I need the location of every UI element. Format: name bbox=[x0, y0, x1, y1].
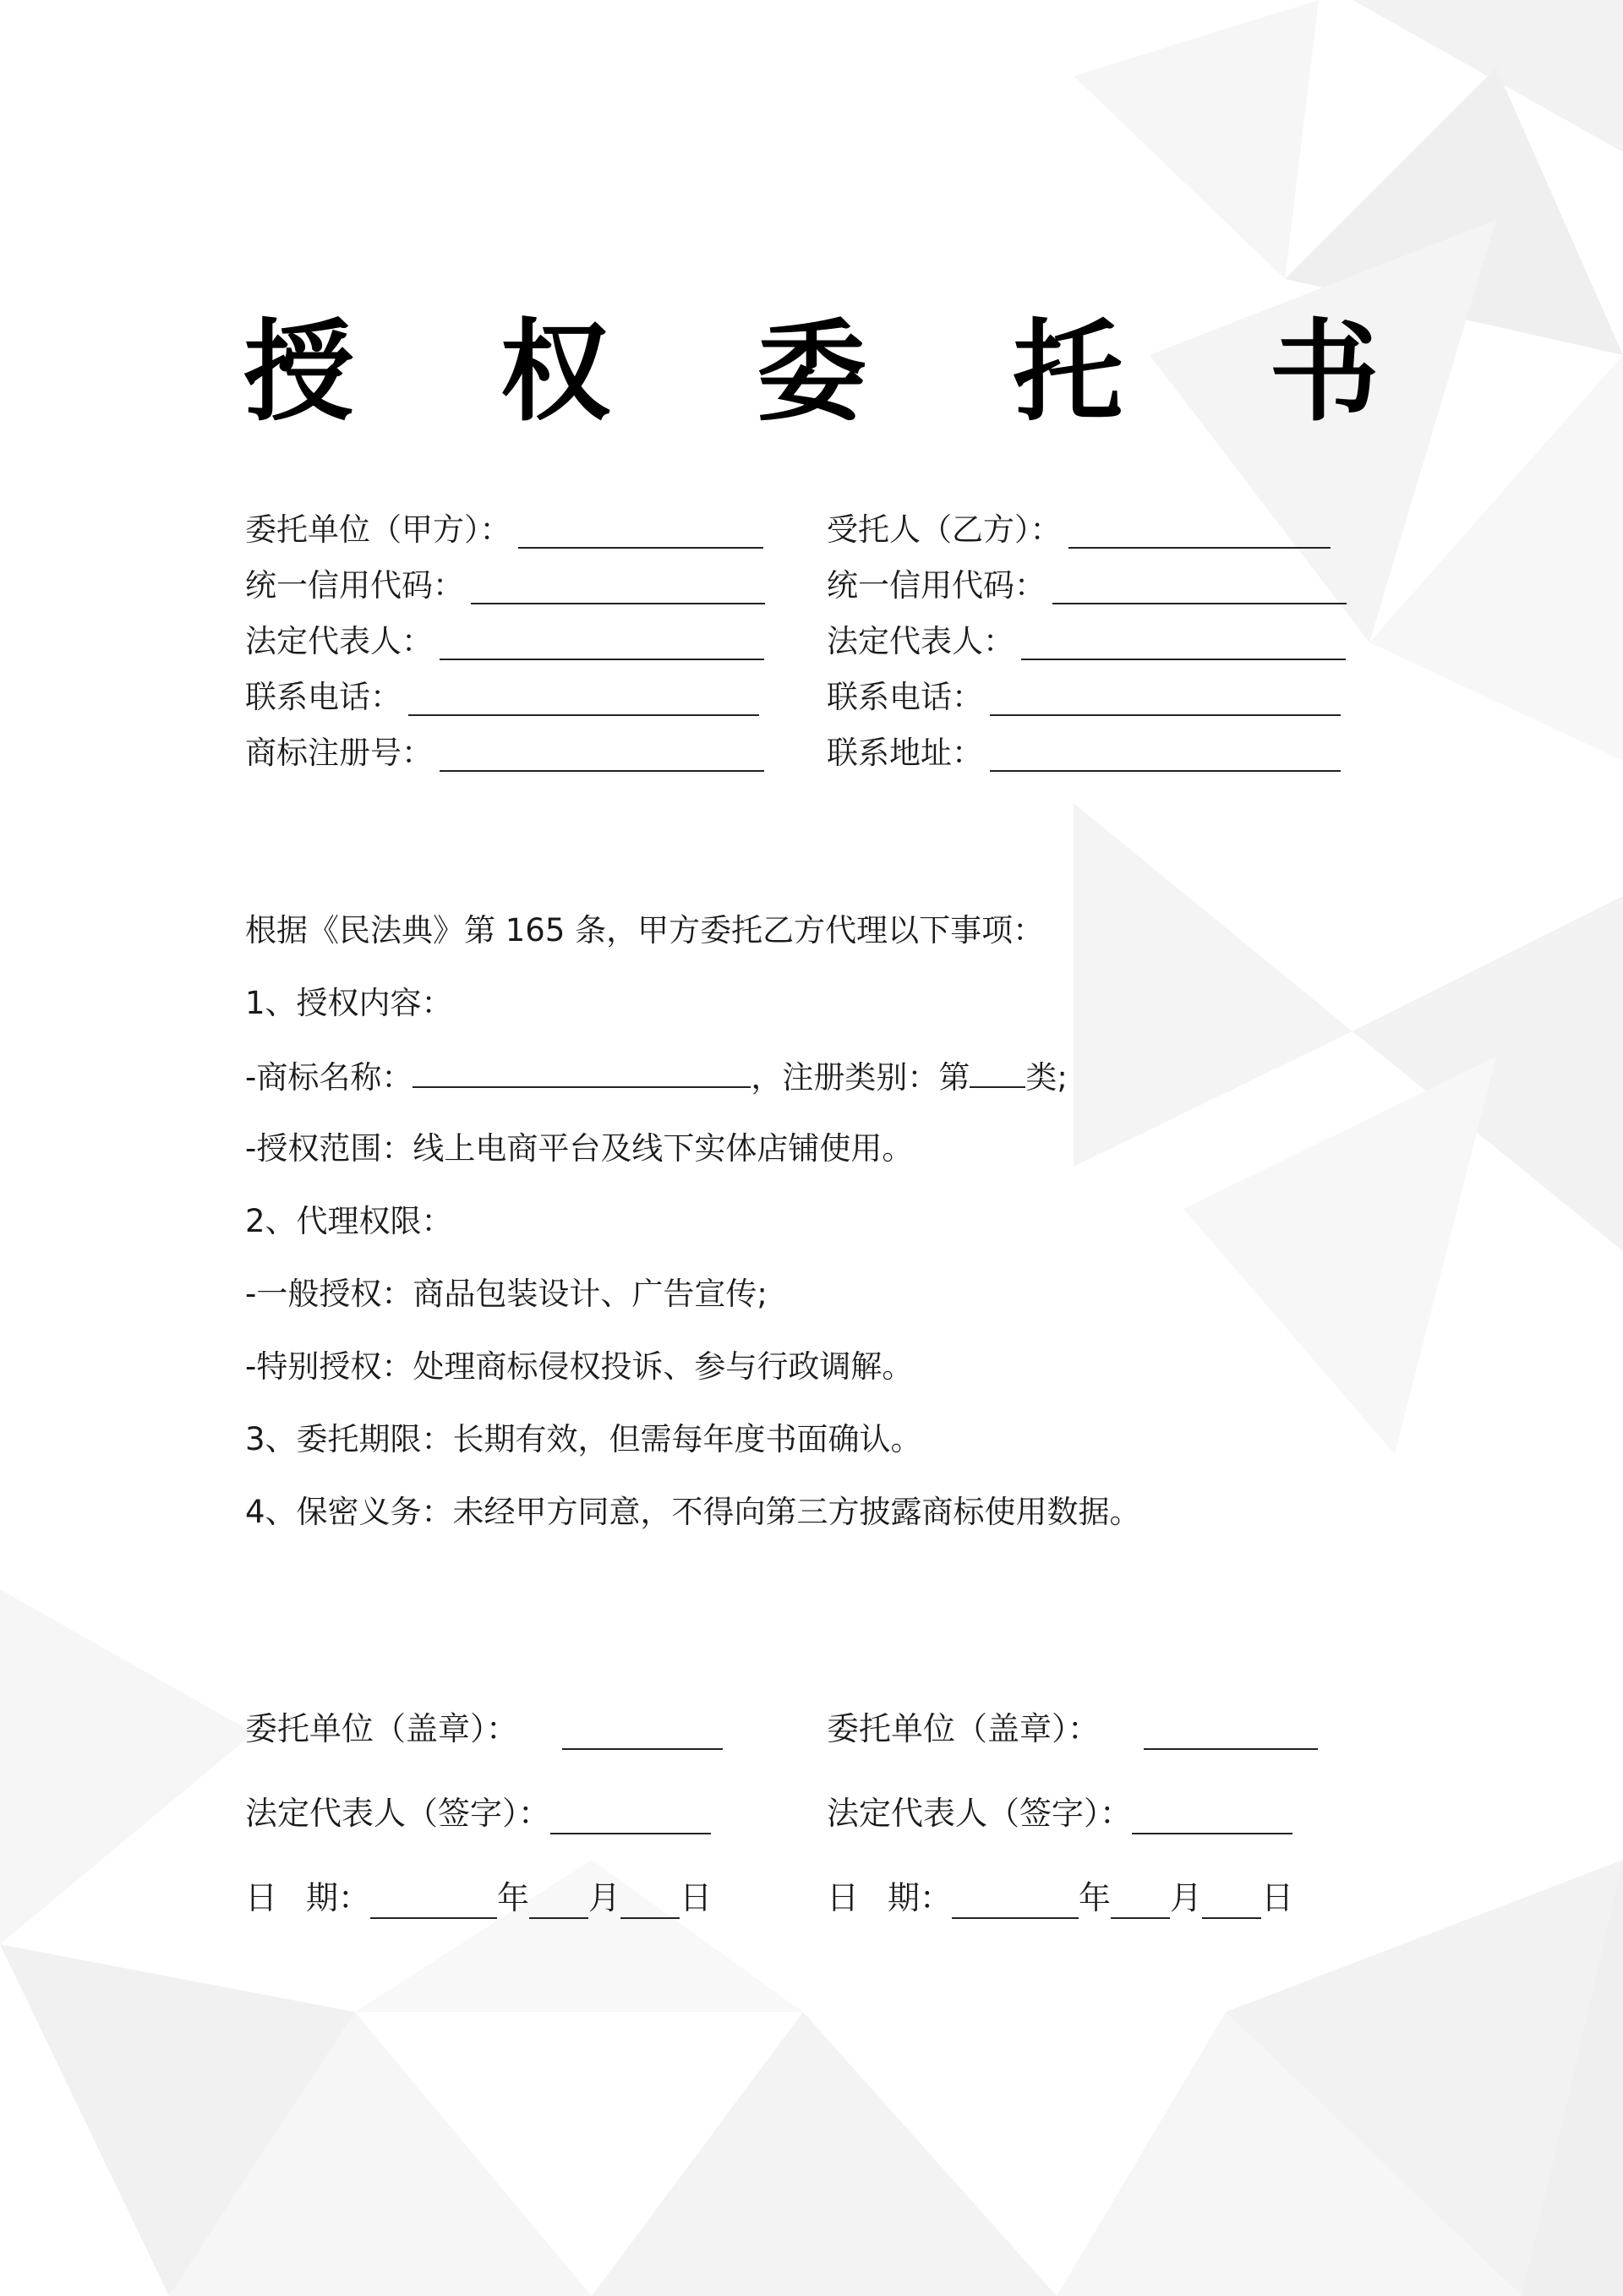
party-a-rep-blank[interactable] bbox=[440, 628, 764, 660]
left-day-blank[interactable] bbox=[620, 1883, 680, 1919]
right-year-blank[interactable] bbox=[952, 1883, 1079, 1919]
item-4-confidentiality: 4、保密义务：未经甲方同意，不得向第三方披露商标使用数据。 bbox=[245, 1494, 1141, 1530]
trademark-class-blank[interactable] bbox=[970, 1054, 1025, 1088]
party-b-credit-blank[interactable] bbox=[1052, 572, 1347, 604]
party-a-trademark-blank[interactable] bbox=[440, 740, 764, 772]
party-b-phone-row bbox=[827, 679, 1418, 716]
item-1a-prefix: -商标名称： bbox=[245, 1059, 413, 1096]
left-seal-blank[interactable] bbox=[562, 1714, 723, 1750]
left-year-blank[interactable] bbox=[370, 1883, 497, 1919]
right-month-label: 月 bbox=[1170, 1879, 1203, 1916]
party-b-credit-row bbox=[827, 567, 1418, 604]
item-2b-special: -特别授权：处理商标侵权投诉、参与行政调解。 bbox=[245, 1348, 914, 1385]
right-sign-label: 法定代表人（签字）： bbox=[827, 1795, 1133, 1832]
left-day-label: 日 bbox=[680, 1879, 713, 1916]
item-2-heading: 2、代理权限： bbox=[245, 1203, 453, 1239]
right-date-label-1: 日 bbox=[827, 1879, 860, 1916]
intro-paragraph: 根据《民法典》第 165 条，甲方委托乙方代理以下事项： bbox=[245, 912, 1045, 948]
party-a-unit-blank[interactable] bbox=[518, 517, 763, 549]
left-date-row bbox=[245, 1877, 827, 1919]
left-sign-row bbox=[245, 1792, 827, 1834]
item-2a-general: -一般授权：商品包装设计、广告宣传; bbox=[245, 1276, 768, 1312]
left-year-label: 年 bbox=[497, 1879, 530, 1916]
left-sign-label: 法定代表人（签字）： bbox=[245, 1795, 551, 1832]
item-1a-trademark-line bbox=[245, 1054, 1412, 1127]
party-b-phone-label: 联系电话： bbox=[827, 679, 983, 715]
party-a-credit-blank[interactable] bbox=[471, 572, 765, 604]
signature-section bbox=[245, 1708, 1418, 1919]
party-a-trademark-label: 商标注册号： bbox=[245, 735, 433, 771]
party-a-rep-row bbox=[245, 623, 827, 660]
right-seal-row bbox=[827, 1708, 1418, 1750]
trademark-name-blank[interactable] bbox=[413, 1054, 751, 1088]
party-b-address-row bbox=[827, 735, 1418, 772]
left-date-label-2: 期： bbox=[306, 1879, 371, 1916]
right-year-label: 年 bbox=[1079, 1879, 1112, 1916]
party-b-phone-blank[interactable] bbox=[990, 684, 1341, 716]
item-3-term: 3、委托期限：长期有效，但需每年度书面确认。 bbox=[245, 1421, 922, 1457]
right-date-label-2: 期： bbox=[888, 1879, 953, 1916]
party-b-rep-blank[interactable] bbox=[1021, 628, 1346, 660]
party-a-phone-row bbox=[245, 679, 827, 716]
party-a-unit-label: 委托单位（甲方）： bbox=[245, 511, 511, 548]
left-seal-row bbox=[245, 1708, 827, 1750]
right-seal-blank[interactable] bbox=[1144, 1714, 1318, 1750]
left-month-blank[interactable] bbox=[529, 1883, 588, 1919]
party-a-phone-blank[interactable] bbox=[408, 684, 759, 716]
right-month-blank[interactable] bbox=[1111, 1883, 1170, 1919]
party-b-agent-blank[interactable] bbox=[1068, 517, 1331, 549]
party-b-credit-label: 统一信用代码： bbox=[827, 567, 1046, 604]
party-a-credit-label: 统一信用代码： bbox=[245, 567, 464, 604]
party-b-rep-label: 法定代表人： bbox=[827, 623, 1014, 659]
party-b-address-blank[interactable] bbox=[990, 740, 1341, 772]
right-sign-row bbox=[827, 1792, 1418, 1834]
right-date-row bbox=[827, 1877, 1418, 1919]
right-day-blank[interactable] bbox=[1202, 1883, 1261, 1919]
item-1b-scope: -授权范围：线上电商平台及线下实体店铺使用。 bbox=[245, 1130, 914, 1167]
party-b-agent-label: 受托人（乙方）： bbox=[827, 511, 1062, 548]
left-month-label: 月 bbox=[588, 1879, 621, 1916]
party-info bbox=[245, 511, 1418, 772]
party-a-unit-row bbox=[245, 511, 827, 549]
party-a-phone-label: 联系电话： bbox=[245, 679, 402, 715]
party-b-address-label: 联系地址： bbox=[827, 735, 983, 771]
left-seal-label: 委托单位（盖章）： bbox=[245, 1710, 519, 1747]
party-b-agent-row bbox=[827, 511, 1418, 549]
party-b-rep-row bbox=[827, 623, 1418, 660]
party-a-credit-row bbox=[245, 567, 827, 604]
party-a-trademark-row bbox=[245, 735, 827, 772]
party-a-rep-label: 法定代表人： bbox=[245, 623, 433, 659]
left-date-label-1: 日 bbox=[245, 1879, 278, 1916]
document-body bbox=[245, 909, 1412, 1563]
right-sign-blank[interactable] bbox=[1132, 1799, 1292, 1834]
document-title: 授 权 委 托 书 bbox=[243, 308, 1434, 436]
item-1a-suffix: 类; bbox=[1025, 1059, 1068, 1096]
right-day-label: 日 bbox=[1261, 1879, 1294, 1916]
left-sign-blank[interactable] bbox=[550, 1799, 711, 1834]
item-1-heading: 1、授权内容： bbox=[245, 985, 453, 1021]
item-1a-mid: ，注册类别：第 bbox=[751, 1059, 970, 1096]
right-seal-label: 委托单位（盖章）： bbox=[827, 1710, 1101, 1747]
